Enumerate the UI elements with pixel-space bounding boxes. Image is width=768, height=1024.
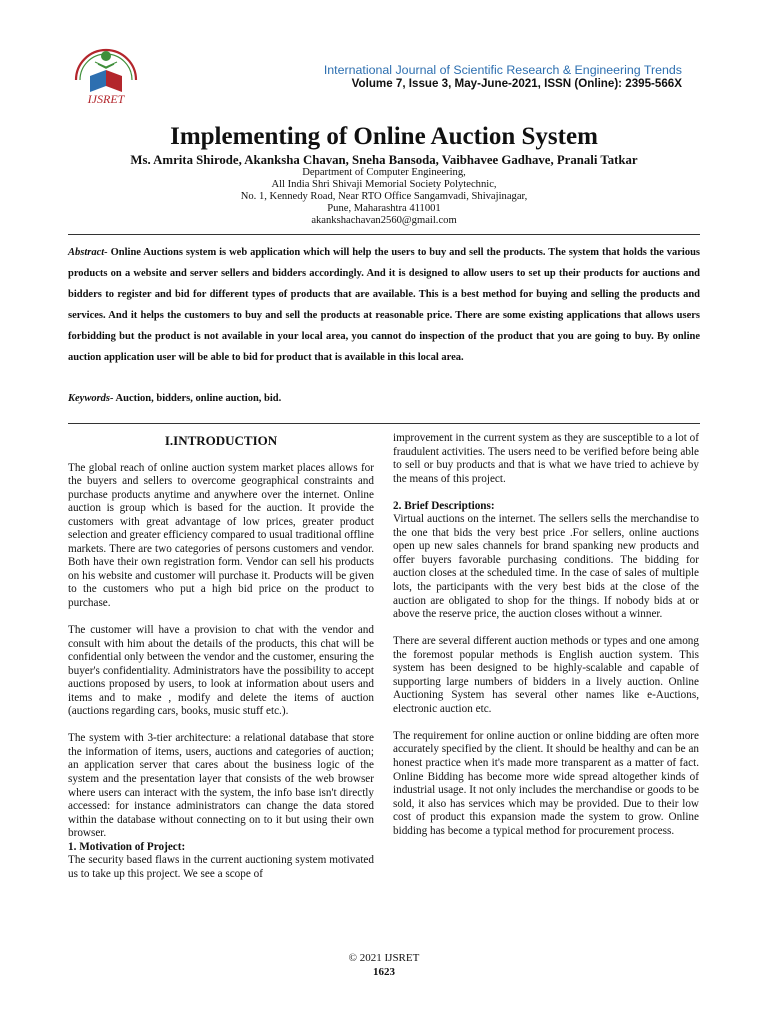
abstract [68,242,700,368]
paragraph: Virtual auctions on the internet. The sellers sells the merchandise to the one that bids the very best price .For sellers, online auctions open up new sales channels for brand spanking new products and offer buyers favorable purchasing conditions. The bidding for auction closes at the scheduled time. In the case of sales of multiple lots, the participants with the very best bids at the close of the auction are obligated to shop for the things. If nobody bids at or above the reserve price, the auction closes without a winner. [393,513,699,621]
affiliation-line: No. 1, Kennedy Road, Near RTO Office Sangamvadi, Shivajinagar, [240,191,528,203]
author-email: akankshachavan2560@gmail.com [311,215,457,227]
journal-issue-line: Volume 7, Issue 3, May-June-2021, ISSN (Online): 2395-566X [351,77,682,90]
affiliation-line: Pune, Maharashtra 411001 [327,203,441,215]
subsection-title: 1. Motivation of Project: [68,840,186,853]
svg-text:IJSRET: IJSRET [87,92,125,106]
journal-logo [68,40,144,106]
left-column [68,432,374,881]
divider [68,234,700,235]
keywords-text: Auction, bidders, online auction, bid. [113,393,282,404]
paragraph: improvement in the current system as they are susceptible to a lot of fraudulent activities. The users need to be verified before being able to sell or buy products and that is what we have tried to achieve by the means of this project. [393,432,699,485]
right-column [393,432,699,838]
abstract-label: Abstract- [68,247,108,258]
section-title-introduction: I.INTRODUCTION [164,433,278,448]
divider [68,423,700,424]
paper-authors: Ms. Amrita Shirode, Akanksha Chavan, Sneha Bansoda, Vaibhavee Gadhave, Pranali Tatkar [130,153,638,167]
keywords [68,393,700,404]
paragraph: There are several different auction methods or types and one among the foremost popular methods is English auction system. This system has been designed to be highly-scalable and capable of supporting large numbers of bidders in a lively auction. Online Auctioning System has several other names like e-Auctions, electronic auction etc. [393,635,699,715]
abstract-text: Online Auctions system is web application which will help the users to buy and sell the products. The system that holds the various products on a website and server sellers and bidders accordingly. And it is designed to allow users to set up their products for auctions and bidders to register and bid for different types of products that are available. This is a best method for buying and selling the products and services. And it helps the customers to buy and sell the products at reasonable price. There are some existing applications that allows users forbidding but the product is not available in your local area, you cannot do inspection of the product that you are going to buy. By online auction application user will be able to bid for product that is available in this local area. [68,247,700,363]
affiliation-line: All India Shri Shivaji Memorial Society Polytechnic, [271,179,497,191]
page-number: 1623 [373,966,395,978]
paragraph: The requirement for online auction or online bidding are often more accurately specified by the client. It should be healthy and can be an honest practice when it's made more transparent as a matter of fact. Online Bidding has become more wide spread altogether kinds of industrial usage. It not only includes the merchandise or goods to be sold, it also has services which may be provided. Due to their low cost of product this expansion made the system to grow. Online bidding has become a typical method for procurement process. [393,729,699,837]
journal-name: International Journal of Scientific Research & Engineering Trends [323,63,682,77]
subsection-title: 2. Brief Descriptions: [393,499,495,512]
affiliation-line: Department of Computer Engineering, [302,167,466,178]
book-icon [90,70,122,92]
paragraph: The security based flaws in the current auctioning system motivated us to take up this project. We see a scope of [68,854,374,880]
paragraph: The global reach of online auction system market places allows for the buyers and sellers to overcome geographical constraints and purchase products anytime and anywhere over the internet. Online auction is group which is based for the auction. It provide the customers with great advantage of low prices, greater product selection and greater efficiency compared to usual traditional offline markets. There are two categories of persons customers and vendor. Both have their own registration form. Vendor can sell his products on his website and customer will purchase it. Products will be given to the customers who put a high bid price on the product to purchase. [68,461,374,610]
affiliation-block [40,167,728,227]
paper-title: Implementing of Online Auction System [170,123,598,150]
paragraph: The customer will have a provision to chat with the vendor and consult with him about the details of the products, this chat will be confidential only between the vendor and the customer, ensuring the buyer's confidentiality. Administrators have the possibility to accept auctions proposed by users, to look at information about users and items and to make , modify and delete the items of auction (auctions regarding cars, books, music stuff etc.). [68,624,374,718]
keywords-label: Keywords- [68,393,114,404]
footer-copyright: © 2021 IJSRET [348,952,420,964]
paragraph: The system with 3-tier architecture: a relational database that store the information of items, users, auctions and categories of auction; an application server that cares about the business logic of the system and the presentation layer that consists of the web browser where users can interact with the system, the info base isn't directly accessed: for instance administrators can change the data stored within the database without connecting on to it but using their own browser. [68,732,374,840]
